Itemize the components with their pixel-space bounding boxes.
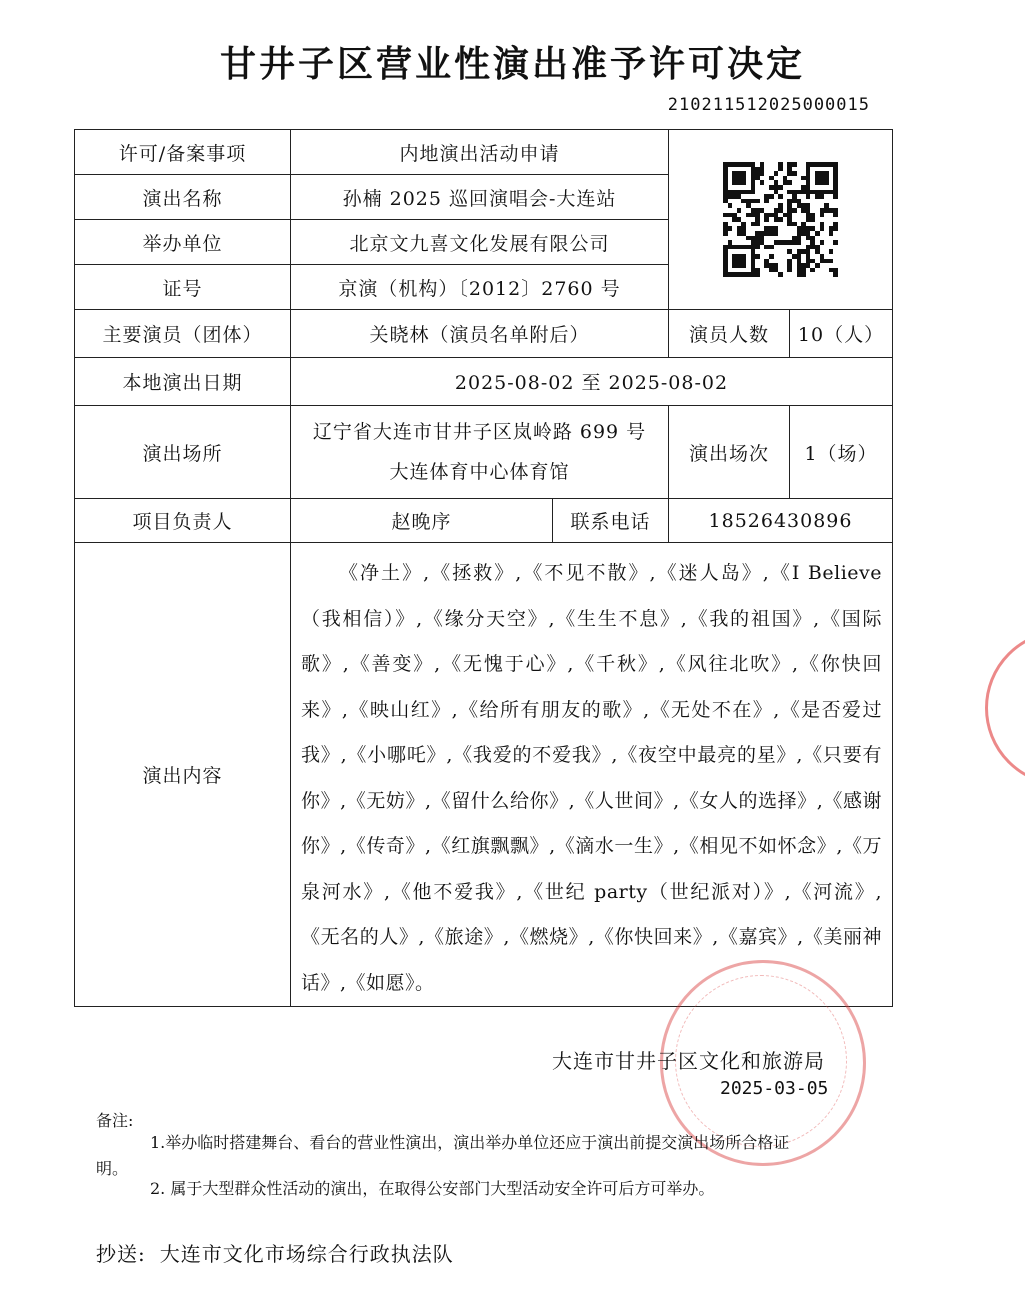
organizer-label: 举办单位 — [75, 220, 291, 265]
note-1: 1.举办临时搭建舞台、看台的营业性演出，演出举办单位还应于演出前提交演出场所合格证 — [150, 1133, 790, 1152]
manager-label: 项目负责人 — [75, 499, 291, 543]
qr-code-cell — [669, 130, 893, 310]
venue-name: 大连体育中心体育馆 — [389, 461, 570, 483]
cc-line — [96, 1238, 454, 1267]
item-value: 内地演出活动申请 — [291, 130, 669, 175]
document-title: 甘井子区营业性演出准予许可决定 — [219, 44, 805, 85]
venue-label: 演出场所 — [75, 406, 291, 499]
content-label: 演出内容 — [75, 543, 291, 1007]
cc-label: 抄送: — [96, 1242, 146, 1266]
qr-code-icon — [723, 162, 838, 277]
document-number: 210211512025000015 — [667, 95, 870, 115]
name-label: 演出名称 — [75, 175, 291, 220]
phone-value: 18526430896 — [669, 499, 893, 543]
venue-address: 辽宁省大连市甘井子区岚岭路 699 号 — [312, 421, 647, 443]
shows-label: 演出场次 — [669, 406, 790, 499]
license-value: 京演（机构）〔2012〕2760 号 — [291, 265, 669, 310]
song-list: 《净土》,《拯救》,《不见不散》,《迷人岛》,《I Believe（我相信）》,《缘分天空》,《生生不息》,《我的祖国》,《国际歌》,《善变》,《无愧于心》,《千秋》,《风往北吹》,《你快回来》,《映山红》,《给所有朋友的歌》,《无处不在》,《是否爱过我》,《小哪吒》,《我爱的不爱我》,《夜空中最亮的星》,《只要有你》,《无妨》,《留什么给你》,《人世间》,《女人的选择》,《感谢你》,《传奇》,《红旗飘飘》,《滴水一生》,《相见不如怀念》,《万泉河水》,《他不爱我》,《世纪 party（世纪派对）》,《河流》,《无名的人》,《旅途》,《燃烧》,《你快回来》,《嘉宾》,《美丽神话》,《如愿》。 — [301, 562, 883, 994]
date-value: 2025-08-02 至 2025-08-02 — [291, 358, 893, 406]
count-label: 演员人数 — [669, 310, 790, 358]
content-cell — [291, 543, 893, 1007]
date-label: 本地演出日期 — [75, 358, 291, 406]
venue-value — [291, 406, 669, 499]
official-seal-icon — [985, 630, 1025, 786]
permit-table — [74, 129, 893, 1007]
qr-module — [833, 272, 838, 277]
manager-value: 赵晚序 — [291, 499, 553, 543]
phone-label: 联系电话 — [553, 499, 669, 543]
shows-value: 1（场） — [790, 406, 893, 499]
cc-recipient: 大连市文化市场综合行政执法队 — [159, 1242, 454, 1266]
item-label: 许可/备案事项 — [75, 130, 291, 175]
organizer-value: 北京文九喜文化发展有限公司 — [291, 220, 669, 265]
note-1-continued: 明。 — [96, 1159, 129, 1178]
count-value: 10（人） — [790, 310, 893, 358]
performer-value: 关晓林（演员名单附后） — [291, 310, 669, 358]
name-value: 孙楠 2025 巡回演唱会-大连站 — [291, 175, 669, 220]
license-label: 证号 — [75, 265, 291, 310]
notes-label: 备注: — [96, 1111, 134, 1130]
issue-date: 2025-03-05 — [720, 1078, 829, 1099]
note-2: 2. 属于大型群众性活动的演出，在取得公安部门大型活动安全许可后方可举办。 — [150, 1179, 715, 1198]
performer-label: 主要演员（团体） — [75, 310, 291, 358]
issuing-authority: 大连市甘井子区文化和旅游局 — [552, 1049, 825, 1073]
